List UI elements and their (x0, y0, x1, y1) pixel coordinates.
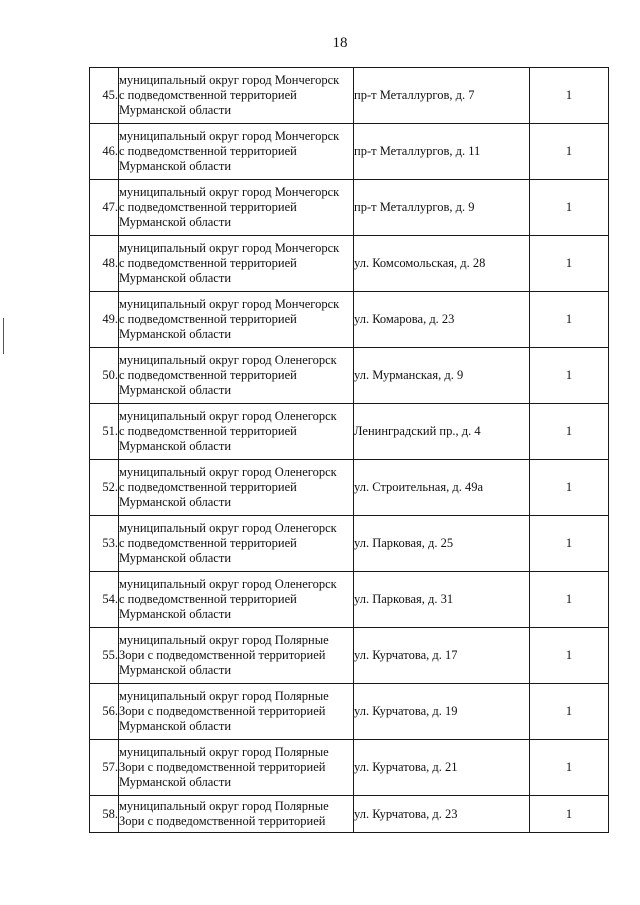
table-row (90, 180, 609, 236)
municipality-name-line: Мурманской области (119, 495, 232, 509)
address: ул. Строительная, д. 49а (354, 460, 530, 516)
municipality-name-line: Мурманской области (119, 215, 232, 229)
municipality-name-line: Мурманской области (119, 607, 232, 621)
quantity: 1 (530, 68, 609, 124)
address: ул. Курчатова, д. 19 (354, 684, 530, 740)
table-row (90, 684, 609, 740)
quantity: 1 (530, 684, 609, 740)
row-number: 45. (90, 68, 119, 124)
municipality-name-line: муниципальный округ город Мончегорск (119, 297, 340, 311)
quantity: 1 (530, 460, 609, 516)
municipality-name-line: муниципальный округ город Мончегорск (119, 73, 340, 87)
table-row (90, 572, 609, 628)
address: пр-т Металлургов, д. 11 (354, 124, 530, 180)
municipality-name (119, 68, 354, 124)
municipality-name-line: с подведомственной территорией (119, 592, 297, 606)
municipality-name-line: Зори с подведомственной территорией (119, 760, 326, 774)
municipality-name-line: Мурманской области (119, 439, 232, 453)
municipality-name-line: с подведомственной территорией (119, 536, 297, 550)
table-row (90, 236, 609, 292)
row-number: 50. (90, 348, 119, 404)
table-row (90, 460, 609, 516)
quantity: 1 (530, 180, 609, 236)
municipality-name-line: Зори с подведомственной территорией (119, 704, 326, 718)
page-number: 18 (332, 35, 348, 51)
municipality-name-line: муниципальный округ город Полярные (119, 745, 329, 759)
municipality-name-line: с подведомственной территорией (119, 424, 297, 438)
municipality-name-line: муниципальный округ город Мончегорск (119, 129, 340, 143)
municipality-name-line: с подведомственной территорией (119, 480, 297, 494)
municipality-name-line: муниципальный округ город Оленегорск (119, 465, 337, 479)
address: пр-т Металлургов, д. 7 (354, 68, 530, 124)
quantity: 1 (530, 404, 609, 460)
municipality-name-line: Мурманской области (119, 719, 232, 733)
municipality-name (119, 628, 354, 684)
municipality-name-line: Мурманской области (119, 103, 232, 117)
table-row (90, 124, 609, 180)
municipality-name (119, 180, 354, 236)
municipality-name-line: муниципальный округ город Мончегорск (119, 241, 340, 255)
municipality-name-line: Мурманской области (119, 775, 232, 789)
addresses-table (89, 67, 609, 833)
municipality-name-line: с подведомственной территорией (119, 144, 297, 158)
address: ул. Парковая, д. 25 (354, 516, 530, 572)
municipality-name-line: Зори с подведомственной территорией (119, 814, 326, 828)
row-number: 57. (90, 740, 119, 796)
row-number: 55. (90, 628, 119, 684)
row-number: 48. (90, 236, 119, 292)
municipality-name-line: с подведомственной территорией (119, 368, 297, 382)
municipality-name-line: Мурманской области (119, 383, 232, 397)
municipality-name (119, 348, 354, 404)
row-number: 58. (90, 796, 119, 833)
address: ул. Комарова, д. 23 (354, 292, 530, 348)
quantity: 1 (530, 740, 609, 796)
quantity: 1 (530, 628, 609, 684)
municipality-name-line: с подведомственной территорией (119, 312, 297, 326)
municipality-name (119, 460, 354, 516)
table-row (90, 516, 609, 572)
address: ул. Комсомольская, д. 28 (354, 236, 530, 292)
municipality-name (119, 740, 354, 796)
municipality-name-line: Мурманской области (119, 271, 232, 285)
address: ул. Курчатова, д. 21 (354, 740, 530, 796)
quantity: 1 (530, 124, 609, 180)
municipality-name-line: муниципальный округ город Оленегорск (119, 577, 337, 591)
table-body (90, 68, 609, 833)
row-number: 54. (90, 572, 119, 628)
municipality-name (119, 684, 354, 740)
municipality-name-line: с подведомственной территорией (119, 88, 297, 102)
quantity: 1 (530, 796, 609, 833)
row-number: 46. (90, 124, 119, 180)
table-row (90, 740, 609, 796)
municipality-name-line: с подведомственной территорией (119, 200, 297, 214)
municipality-name-line: с подведомственной территорией (119, 256, 297, 270)
municipality-name-line: Зори с подведомственной территорией (119, 648, 326, 662)
margin-mark (3, 318, 4, 354)
municipality-name-line: Мурманской области (119, 663, 232, 677)
table-row (90, 292, 609, 348)
address: ул. Парковая, д. 31 (354, 572, 530, 628)
table-row (90, 628, 609, 684)
municipality-name (119, 124, 354, 180)
municipality-name (119, 236, 354, 292)
row-number: 47. (90, 180, 119, 236)
municipality-name-line: муниципальный округ город Оленегорск (119, 353, 337, 367)
address: ул. Мурманская, д. 9 (354, 348, 530, 404)
row-number: 53. (90, 516, 119, 572)
address: ул. Курчатова, д. 23 (354, 796, 530, 833)
quantity: 1 (530, 348, 609, 404)
address: ул. Курчатова, д. 17 (354, 628, 530, 684)
quantity: 1 (530, 516, 609, 572)
municipality-name-line: муниципальный округ город Полярные (119, 799, 329, 813)
table-row (90, 404, 609, 460)
row-number: 49. (90, 292, 119, 348)
row-number: 51. (90, 404, 119, 460)
table-row (90, 796, 609, 833)
municipality-name-line: муниципальный округ город Оленегорск (119, 409, 337, 423)
quantity: 1 (530, 572, 609, 628)
municipality-name-line: Мурманской области (119, 159, 232, 173)
table-row (90, 68, 609, 124)
municipality-name (119, 292, 354, 348)
quantity: 1 (530, 292, 609, 348)
address: Ленинградский пр., д. 4 (354, 404, 530, 460)
municipality-name-line: муниципальный округ город Полярные (119, 689, 329, 703)
municipality-name-line: Мурманской области (119, 551, 232, 565)
row-number: 56. (90, 684, 119, 740)
municipality-name (119, 572, 354, 628)
municipality-name-line: муниципальный округ город Мончегорск (119, 185, 340, 199)
municipality-name (119, 516, 354, 572)
municipality-name-line: муниципальный округ город Полярные (119, 633, 329, 647)
address: пр-т Металлургов, д. 9 (354, 180, 530, 236)
table-row (90, 348, 609, 404)
municipality-name (119, 404, 354, 460)
municipality-name-line: муниципальный округ город Оленегорск (119, 521, 337, 535)
municipality-name (119, 796, 354, 833)
quantity: 1 (530, 236, 609, 292)
row-number: 52. (90, 460, 119, 516)
municipality-name-line: Мурманской области (119, 327, 232, 341)
